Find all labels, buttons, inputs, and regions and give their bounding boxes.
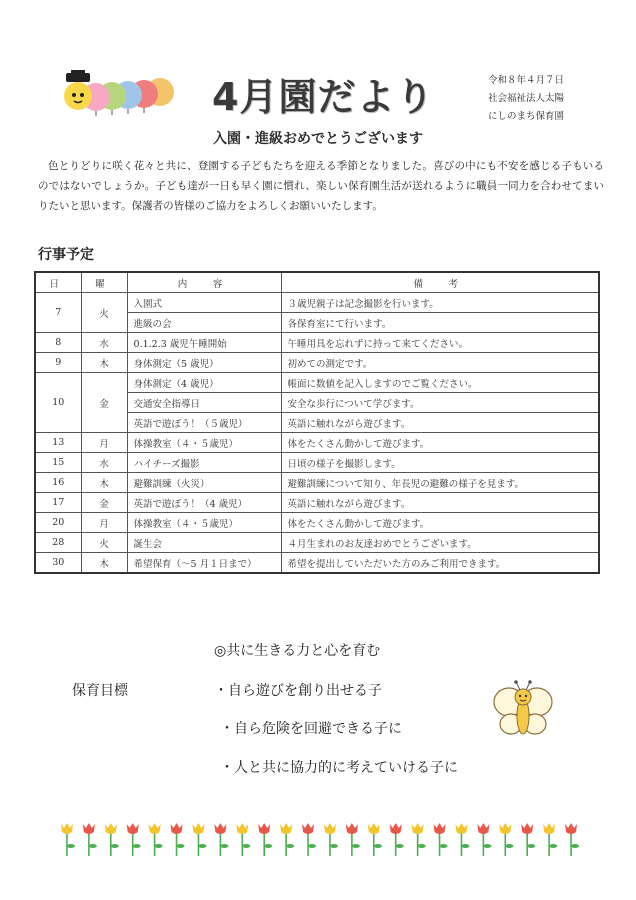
cell-day: 16 [35,473,81,493]
intro-paragraph: 色とりどりに咲く花々と共に、登園する子どもたちを迎える季節となりました。喜びの中にも不安を感じる子もいるのではないでしょうか。子ども達が一日も早く園に慣れ、楽しい保育園生活が送れるように職員一同力を合わせてまいりたいと思います。保護者の皆様のご協力をよろしくお願いいたします。 [38,160,604,212]
goal-item: ・人と共に協力的に考えていける子に [220,760,458,776]
tulip-icon [192,823,206,856]
greeting-subtitle: 入園・進級おめでとうございます [213,131,423,147]
newsletter-title: 4月園だより [212,75,435,119]
cell-note: 希望を提出していただいた方のみご利用できます。 [281,553,599,574]
cell-weekday: 木 [81,353,127,373]
cell-day: 15 [35,453,81,473]
cell-note: 安全な歩行について学びます。 [281,393,599,413]
cell-event: 体操教室（４・５歳児） [127,513,281,533]
table-row [35,353,599,373]
table-row [35,293,599,313]
cell-event: 進級の会 [127,313,281,333]
tulip-icon [543,823,557,856]
table-row [35,533,599,553]
table-row [35,553,599,574]
tulip-icon [390,823,404,856]
tulip-icon [149,823,163,856]
cell-weekday: 金 [81,493,127,513]
cell-weekday: 火 [81,533,127,553]
goal-motto: ◎共に生きる力と心を育む [214,643,381,659]
cell-day: 13 [35,433,81,453]
table-row [35,453,599,473]
table-row [35,473,599,493]
cell-note: 英語に触れながら遊びます。 [281,413,599,433]
tulip-icon [258,823,272,856]
cell-note: 英語に触れながら遊びます。 [281,493,599,513]
cell-weekday: 木 [81,553,127,574]
cell-day: 9 [35,353,81,373]
cell-note: 日頃の様子を撮影します。 [281,453,599,473]
organization-name: 社会福祉法人太陽 [488,93,565,104]
table-header-row [35,272,599,293]
tulip-icon [171,823,185,856]
tulip-icon [368,823,382,856]
cell-day: 17 [35,493,81,513]
schedule-heading: 行事予定 [38,247,94,263]
cell-event: 身体測定（5 歳児） [127,353,281,373]
tulip-icon [499,823,513,856]
tulip-border-decoration [56,818,582,860]
cell-weekday: 水 [81,333,127,353]
cell-note: 各保育室にて行います。 [281,313,599,333]
cell-note: 午睡用具を忘れずに持って来てください。 [281,333,599,353]
tulip-icon [127,823,141,856]
butterfly-illustration [492,680,554,742]
tulip-icon [455,823,469,856]
cell-event: 身体測定（4 歳児） [127,373,281,393]
cell-event: 0.1.2.3 歳児午睡開始 [127,333,281,353]
tulip-icon [280,823,294,856]
tulip-icon [83,823,97,856]
header-weekday: 曜 [81,272,127,293]
table-row [35,373,599,393]
cell-day: 30 [35,553,81,574]
tulip-icon [302,823,316,856]
caterpillar-illustration [62,70,182,120]
cell-weekday: 月 [81,433,127,453]
cell-note: 帳面に数値を記入しますのでご覧ください。 [281,373,599,393]
cell-weekday: 火 [81,293,127,333]
tulip-icon [346,823,360,856]
table-row [35,493,599,513]
schedule-table [34,271,600,574]
cell-event: 体操教室（４・５歳児） [127,433,281,453]
cell-event: 希望保育（～5 月１日まで） [127,553,281,574]
cell-day: 20 [35,513,81,533]
cell-note: ３歳児親子は記念撮影を行います。 [281,293,599,313]
cell-note: 初めての測定です。 [281,353,599,373]
cell-note: 避難訓練について知り、年長児の避難の様子を見ます。 [281,473,599,493]
table-row [35,433,599,453]
goal-item: ・自ら危険を回避できる子に [220,721,402,737]
tulip-icon [412,823,426,856]
issuer-block [488,72,564,126]
cell-event: 英語で遊ぼう！（4 歳児） [127,493,281,513]
tulip-icon [434,823,448,856]
cell-event: ハイチーズ撮影 [127,453,281,473]
cell-event: 入園式 [127,293,281,313]
tulip-icon [521,823,535,856]
cell-event: 英語で遊ぼう！（５歳児） [127,413,281,433]
tulip-icon [236,823,250,856]
cell-event: 誕生会 [127,533,281,553]
tulip-icon [324,823,338,856]
cell-weekday: 月 [81,513,127,533]
table-row [35,333,599,353]
header-notes: 備 考 [281,272,599,293]
tulip-icon [61,823,75,856]
goal-label: 保育目標 [72,683,128,699]
cell-day: 7 [35,293,81,333]
table-row [35,513,599,533]
cell-event: 避難訓練（火災） [127,473,281,493]
cell-day: 8 [35,333,81,353]
cell-event: 交通安全指導日 [127,393,281,413]
cell-weekday: 金 [81,373,127,433]
nursery-name: にしのまち保育園 [488,111,565,122]
cell-note: 体をたくさん動かして遊びます。 [281,513,599,533]
cell-weekday: 水 [81,453,127,473]
tulip-icon [565,823,579,856]
cell-day: 28 [35,533,81,553]
goal-item: ・自ら遊びを創り出せる子 [214,683,382,699]
cell-note: 体をたくさん動かして遊びます。 [281,433,599,453]
tulip-icon [105,823,119,856]
cell-day: 10 [35,373,81,433]
header-content: 内 容 [127,272,281,293]
tulip-icon [477,823,491,856]
tulip-icon [214,823,228,856]
header-day: 日 [35,272,81,293]
issue-date: 令和８年４月７日 [488,75,565,86]
cell-note: ４月生まれのお友達おめでとうございます。 [281,533,599,553]
cell-weekday: 木 [81,473,127,493]
